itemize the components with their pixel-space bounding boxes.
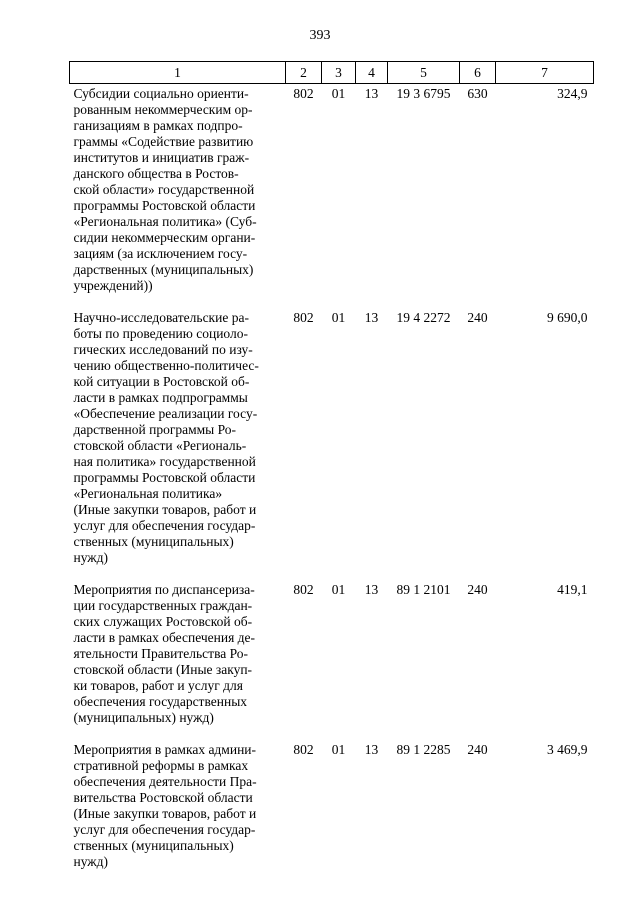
row-description: [70, 308, 286, 580]
row-description: [70, 580, 286, 740]
target-article-code: 19 4 2272: [396, 310, 451, 325]
row-description: [70, 740, 286, 884]
description-line: зациям (за исключением госу-: [73, 246, 248, 261]
description-line: ских служащих Ростовской об-: [73, 614, 253, 629]
description-line: «Обеспечение реализации госу-: [73, 406, 258, 421]
description-line: ганизациям в рамках подпро-: [73, 118, 243, 133]
column-header-7: 7: [496, 62, 594, 84]
description-line: (Иные закупки товаров, работ и: [73, 806, 257, 821]
expense-type-code: 630: [467, 86, 488, 101]
description-line: ки товаров, работ и услуг для: [73, 678, 243, 693]
target-article-code: 89 1 2285: [396, 742, 451, 757]
table-row: [70, 740, 594, 884]
description-line: нужд): [73, 854, 108, 869]
subsection-code: 13: [364, 582, 379, 597]
ministry-code: 802: [293, 86, 314, 101]
subsection-code: 13: [364, 86, 379, 101]
description-line: дарственной программы Ро-: [73, 422, 237, 437]
description-line: Мероприятия по диспансериза-: [73, 582, 255, 597]
description-line: вительства Ростовской области: [73, 790, 253, 805]
description-line: «Региональная политика»: [73, 486, 223, 501]
target-article-code: 19 3 6795: [396, 86, 451, 101]
column-header-2: 2: [286, 62, 322, 84]
budget-table: [69, 61, 594, 884]
description-line: стовской области «Региональ-: [73, 438, 247, 453]
column-header-3: 3: [322, 62, 356, 84]
amount: 419,1: [557, 582, 588, 597]
description-line: ственных (муниципальных): [73, 838, 234, 853]
ministry-code: 802: [293, 582, 314, 597]
description-line: ятельности Правительства Ро-: [73, 646, 249, 661]
description-line: ской области» государственной: [73, 182, 255, 197]
description-line: услуг для обеспечения государ-: [73, 518, 256, 533]
page-number: 393: [309, 28, 331, 43]
expense-type-code: 240: [467, 310, 488, 325]
target-article-code: 89 1 2101: [396, 582, 451, 597]
section-code: 01: [331, 310, 346, 325]
section-code: 01: [331, 86, 346, 101]
description-line: ственных (муниципальных): [73, 534, 234, 549]
ministry-code: 802: [293, 742, 314, 757]
description-line: обеспечения государственных: [73, 694, 248, 709]
description-line: учреждений)): [73, 278, 153, 293]
description-line: (муниципальных) нужд): [73, 710, 214, 725]
description-line: институтов и инициатив граж-: [73, 150, 250, 165]
section-code: 01: [331, 582, 346, 597]
description-line: стративной реформы в рамках: [73, 758, 249, 773]
column-header-1: 1: [70, 62, 286, 84]
expense-type-code: 240: [467, 582, 488, 597]
description-line: боты по проведению социоло-: [73, 326, 248, 341]
description-line: гических исследований по изу-: [73, 342, 253, 357]
section-code: 01: [331, 742, 346, 757]
subsection-code: 13: [364, 310, 379, 325]
description-line: ная политика» государственной: [73, 454, 256, 469]
amount: 3 469,9: [547, 742, 588, 757]
ministry-code: 802: [293, 310, 314, 325]
description-line: услуг для обеспечения государ-: [73, 822, 256, 837]
description-line: сидии некоммерческим органи-: [73, 230, 256, 245]
column-header-6: 6: [460, 62, 496, 84]
table-header-row: [70, 62, 594, 84]
description-line: кой ситуации в Ростовской об-: [73, 374, 250, 389]
description-line: «Региональная политика» (Суб-: [73, 214, 257, 229]
description-line: Научно-исследовательские ра-: [73, 310, 249, 325]
description-line: программы Ростовской области: [73, 198, 256, 213]
description-line: Субсидии социально ориенти-: [73, 86, 249, 101]
column-header-5: 5: [388, 62, 460, 84]
description-line: обеспечения деятельности Пра-: [73, 774, 257, 789]
description-line: стовской области (Иные закуп-: [73, 662, 253, 677]
expense-type-code: 240: [467, 742, 488, 757]
description-line: ласти в рамках обеспечения де-: [73, 630, 256, 645]
column-header-4: 4: [356, 62, 388, 84]
description-line: нужд): [73, 550, 108, 565]
description-line: граммы «Содействие развитию: [73, 134, 254, 149]
description-line: Мероприятия в рамках админи-: [73, 742, 257, 757]
description-line: дарственных (муниципальных): [73, 262, 254, 277]
table-row: [70, 308, 594, 580]
amount: 324,9: [557, 86, 588, 101]
subsection-code: 13: [364, 742, 379, 757]
description-line: ции государственных граждан-: [73, 598, 253, 613]
table-row: [70, 580, 594, 740]
row-description: [70, 84, 286, 309]
description-line: программы Ростовской области: [73, 470, 256, 485]
description-line: (Иные закупки товаров, работ и: [73, 502, 257, 517]
description-line: чению общественно-политичес-: [73, 358, 259, 373]
description-line: рованным некоммерческим ор-: [73, 102, 253, 117]
description-line: ласти в рамках подпрограммы: [73, 390, 248, 405]
amount: 9 690,0: [547, 310, 588, 325]
description-line: данского общества в Ростов-: [73, 166, 239, 181]
table-row: [70, 84, 594, 309]
